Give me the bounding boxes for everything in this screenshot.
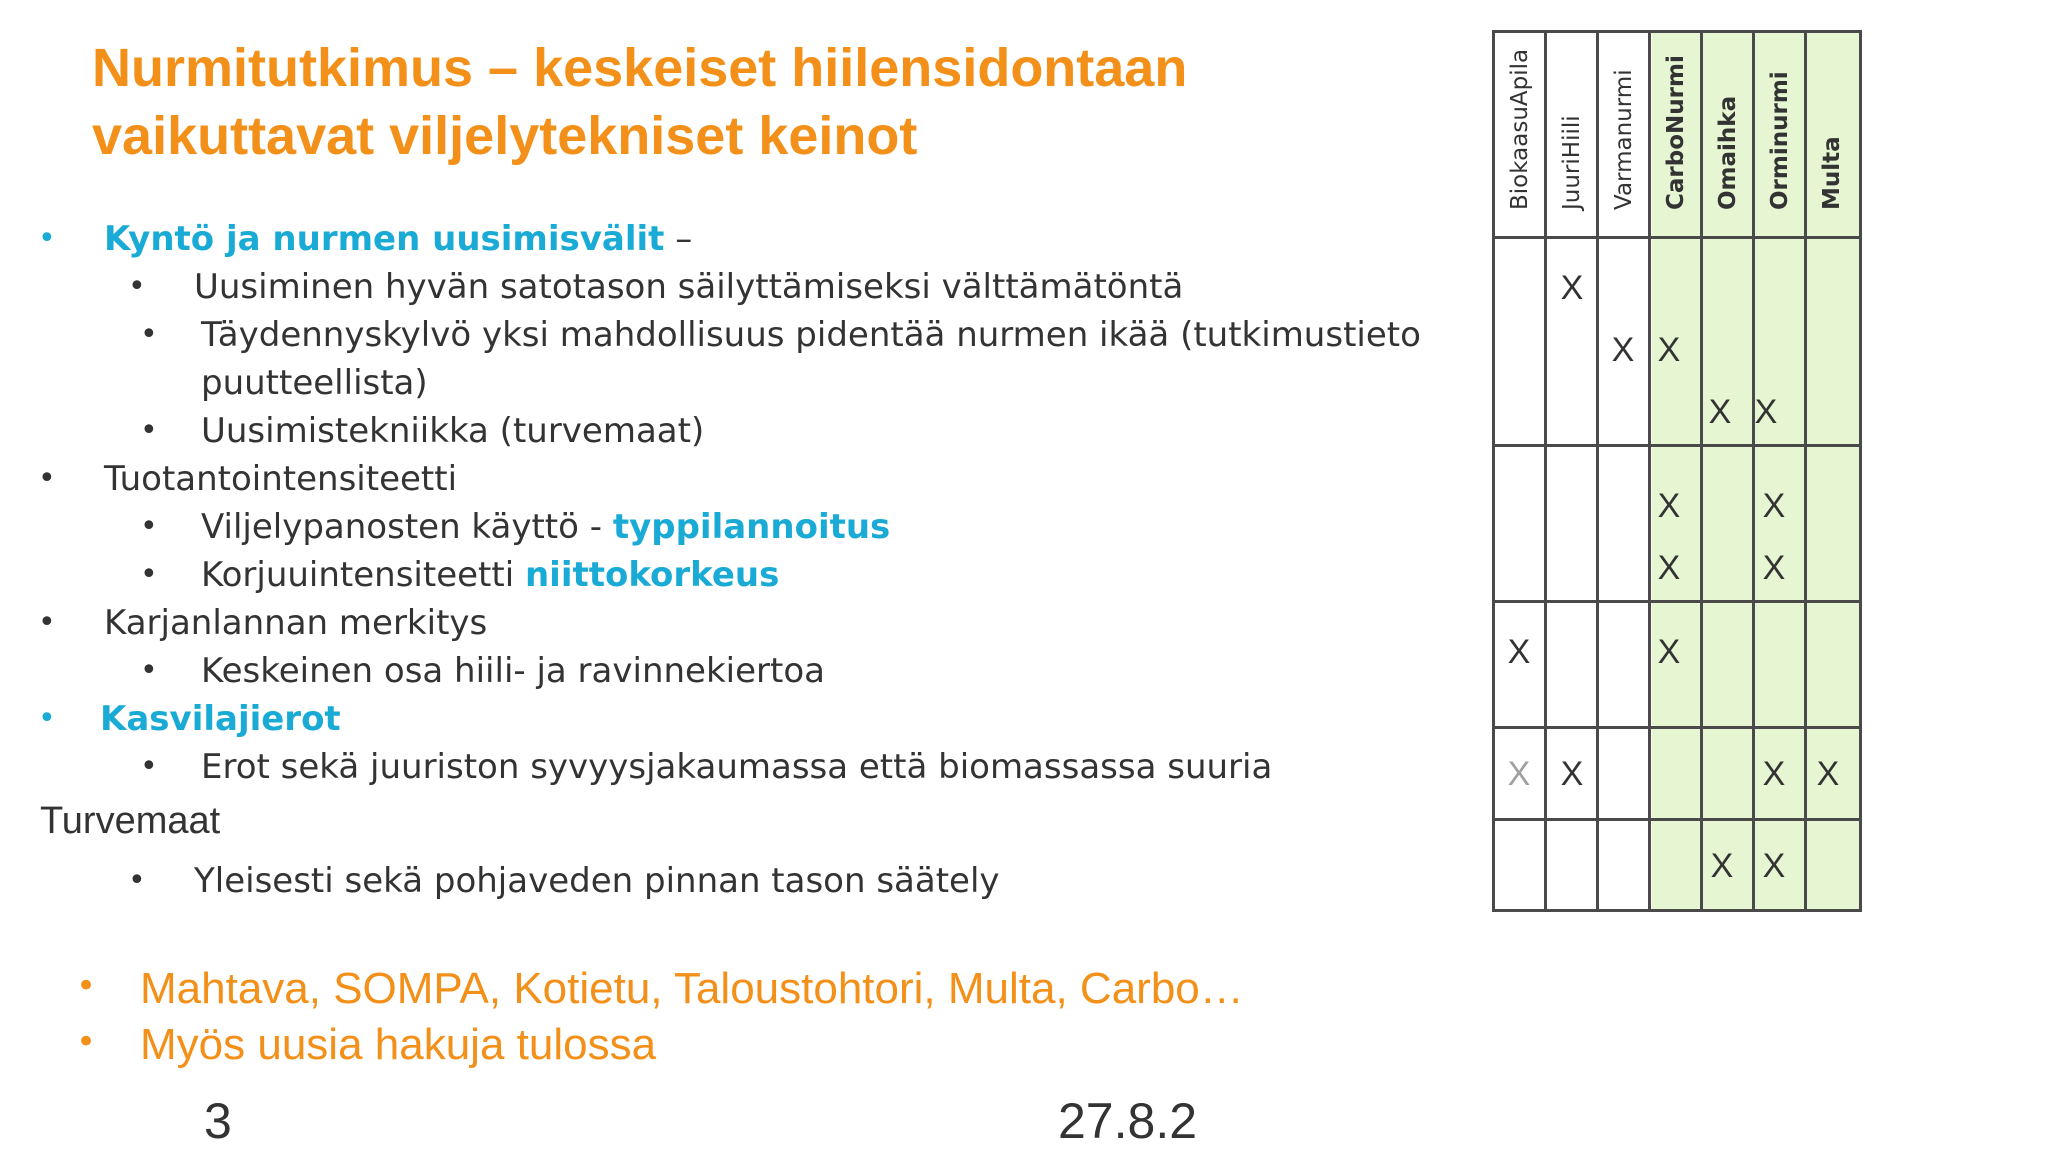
table-border xyxy=(1492,444,1862,447)
bullet-dot: • xyxy=(38,221,56,256)
table-mark: X xyxy=(1507,633,1531,671)
bullet-dot: • xyxy=(128,863,146,898)
table-mark: X xyxy=(1762,847,1786,885)
table-border xyxy=(1492,818,1862,821)
table-mark: X xyxy=(1657,633,1681,671)
table-mark: X xyxy=(1762,487,1786,525)
table-mark: X xyxy=(1657,487,1681,525)
table-mark: X xyxy=(1560,269,1584,307)
table-border xyxy=(1492,726,1862,729)
table-border xyxy=(1859,30,1862,912)
slide-title xyxy=(92,34,1392,170)
bullet-kynto xyxy=(104,218,692,260)
sub-bullet-erot: Erot sekä juuriston syvyysjakaumassa että biomassassa suuria xyxy=(201,747,1273,787)
col-header-juurihiili: JuuriHiili xyxy=(1559,115,1585,210)
bullet-dot: • xyxy=(140,413,158,448)
table-border xyxy=(1492,30,1862,33)
table-border xyxy=(1492,909,1862,912)
col-header-biokaasuapila: BiokaasuApila xyxy=(1507,48,1533,210)
bullet-kynto-suffix: – xyxy=(664,219,693,259)
title-line-1: Nurmitutkimus – keskeiset hiilensidontaan xyxy=(92,38,1188,98)
sub-bullet-uusiminen: Uusiminen hyvän satotason säilyttämiseksi välttämätöntä xyxy=(194,267,1184,307)
col-header-carbonurmi: CarboNurmi xyxy=(1663,55,1689,210)
col-header-orminurmi: Orminurmi xyxy=(1767,71,1793,210)
page-number: 3 xyxy=(204,1093,232,1149)
table-mark: X xyxy=(1816,755,1840,793)
bullet-karjanlannan: Karjanlannan merkitys xyxy=(104,603,488,643)
table-mark: X xyxy=(1657,331,1681,369)
bullet-dot: • xyxy=(140,749,158,784)
table-mark: X xyxy=(1754,393,1778,431)
bullet-dot: • xyxy=(140,653,158,688)
bullet-dot: • xyxy=(140,317,158,352)
table-border xyxy=(1492,236,1862,239)
korjuuintensiteetti-text: Korjuuintensiteetti xyxy=(201,555,525,595)
bullet-dot: • xyxy=(128,269,146,304)
bullet-dot: • xyxy=(38,701,56,736)
bullet-kynto-label: Kyntö ja nurmen uusimisvälit xyxy=(104,219,665,259)
col-header-omaihka: Omaihka xyxy=(1715,95,1741,210)
table-mark: X xyxy=(1762,755,1786,793)
table-border xyxy=(1648,30,1651,912)
viljelypanosten-text: Viljelypanosten käyttö - xyxy=(201,507,613,547)
sub-bullet-keskeinen: Keskeinen osa hiili- ja ravinnekiertoa xyxy=(201,651,825,691)
sub-bullet-yleisesti: Yleisesti sekä pohjaveden pinnan tason säätely xyxy=(194,861,1000,901)
table-mark: X xyxy=(1560,755,1584,793)
title-line-2: vaikuttavat viljelytekniset keinot xyxy=(92,106,918,166)
orange-bullet-new-calls: Myös uusia hakuja tulossa xyxy=(140,1020,657,1069)
col-header-varmanurmi: Varmanurmi xyxy=(1611,69,1637,210)
bullet-dot: • xyxy=(76,1022,97,1062)
footer-date: 27.8.2 xyxy=(1058,1093,1198,1149)
table-mark: X xyxy=(1507,755,1531,793)
bullet-dot: • xyxy=(140,509,158,544)
bullet-dot: • xyxy=(76,966,97,1006)
sub-bullet-uusimistekniikka: Uusimistekniikka (turvemaat) xyxy=(201,411,705,451)
turvemaat-heading: Turvemaat xyxy=(40,800,221,842)
typpilannoitus-highlight: typpilannoitus xyxy=(612,507,891,547)
table-mark: X xyxy=(1710,847,1734,885)
table-mark: X xyxy=(1708,393,1732,431)
orange-bullet-projects: Mahtava, SOMPA, Kotietu, Taloustohtori, Multa, Carbo… xyxy=(140,964,1244,1013)
bullet-tuotantointensiteetti: Tuotantointensiteetti xyxy=(104,459,458,499)
sub-bullet-taydennyskylvo-2: puutteellista) xyxy=(201,363,428,403)
table-border xyxy=(1492,600,1862,603)
sub-bullet-viljelypanosten xyxy=(201,506,890,548)
bullet-dot: • xyxy=(38,461,56,496)
bullet-kasvilajierot: Kasvilajierot xyxy=(100,699,341,739)
bullet-dot: • xyxy=(38,605,56,640)
table-mark: X xyxy=(1657,549,1681,587)
table-mark: X xyxy=(1762,549,1786,587)
bullet-dot: • xyxy=(140,557,158,592)
col-header-multa: Multa xyxy=(1819,136,1845,210)
sub-bullet-korjuuintensiteetti xyxy=(201,554,779,596)
niittokorkeus-highlight: niittokorkeus xyxy=(524,555,780,595)
table-border xyxy=(1700,30,1703,912)
table-mark: X xyxy=(1611,331,1635,369)
project-matrix xyxy=(1492,30,1862,912)
sub-bullet-taydennyskylvo-1: Täydennyskylvö yksi mahdollisuus pidentää nurmen ikää (tutkimustieto xyxy=(201,315,1421,355)
